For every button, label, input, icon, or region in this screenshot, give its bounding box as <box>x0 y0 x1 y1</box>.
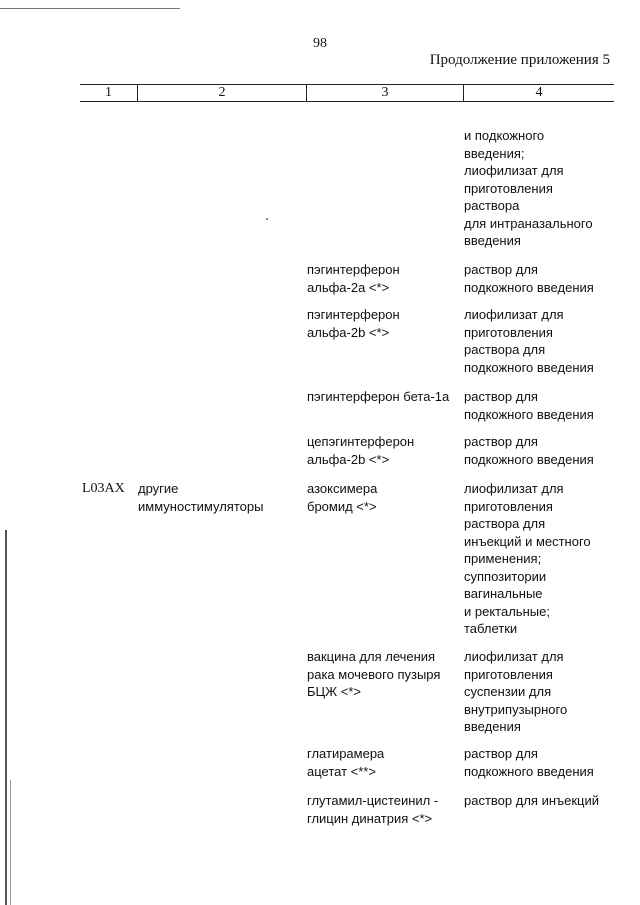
scan-edge-line <box>0 8 180 9</box>
column-number-1: 1 <box>105 85 112 100</box>
drug-name-cell: пэгинтерферон бета-1а <box>307 389 450 404</box>
page-number: 98 <box>313 36 327 51</box>
dosage-form-cell: лиофилизат для приготовления раствора для инъекций и местного применения; суппозитории вагинальные и ректальные; таблетки <box>464 481 591 636</box>
dosage-form-cell: лиофилизат для приготовления раствора для подкожного введения <box>464 307 594 375</box>
scan-edge-line <box>5 530 7 905</box>
drug-name-cell: азоксимера бромид <*> <box>307 481 378 514</box>
drug-name-cell: вакцина для лечения рака мочевого пузыря БЦЖ <*> <box>307 649 441 699</box>
dosage-form-cell: раствор для подкожного введения <box>464 434 594 467</box>
scan-speck <box>266 218 268 220</box>
drug-name-cell: цепэгинтерферон альфа-2b <*> <box>307 434 415 467</box>
column-number-4: 4 <box>535 85 543 100</box>
drug-name-cell: пэгинтерферон альфа-2а <*> <box>307 262 400 295</box>
continuation-note: Продолжение приложения 5 <box>429 52 610 68</box>
dosage-form-cell: раствор для инъекций <box>464 793 600 808</box>
dosage-form-cell: лиофилизат для приготовления суспензии для внутрипузырного введения <box>464 649 568 734</box>
atc-code-cell: L03AX <box>82 481 125 496</box>
table-header-bottom-rule <box>80 101 614 102</box>
drug-name-cell: пэгинтерферон альфа-2b <*> <box>307 307 400 340</box>
column-number-3: 3 <box>381 85 389 100</box>
drug-name-cell: глатирамера ацетат <**> <box>307 746 385 779</box>
column-number-2: 2 <box>218 85 226 100</box>
dosage-form-cell: раствор для подкожного введения <box>464 746 594 779</box>
dosage-form-cell: и подкожного введения; лиофилизат для приготовления раствора для интраназального введения <box>464 128 593 248</box>
pharmacological-group-cell: другие иммуностимуляторы <box>138 481 264 514</box>
dosage-form-cell: раствор для подкожного введения <box>464 262 594 295</box>
drug-name-cell: глутамил-цистеинил - глицин динатрия <*> <box>307 793 439 826</box>
dosage-form-cell: раствор для подкожного введения <box>464 389 594 422</box>
scan-edge-line <box>10 780 11 905</box>
